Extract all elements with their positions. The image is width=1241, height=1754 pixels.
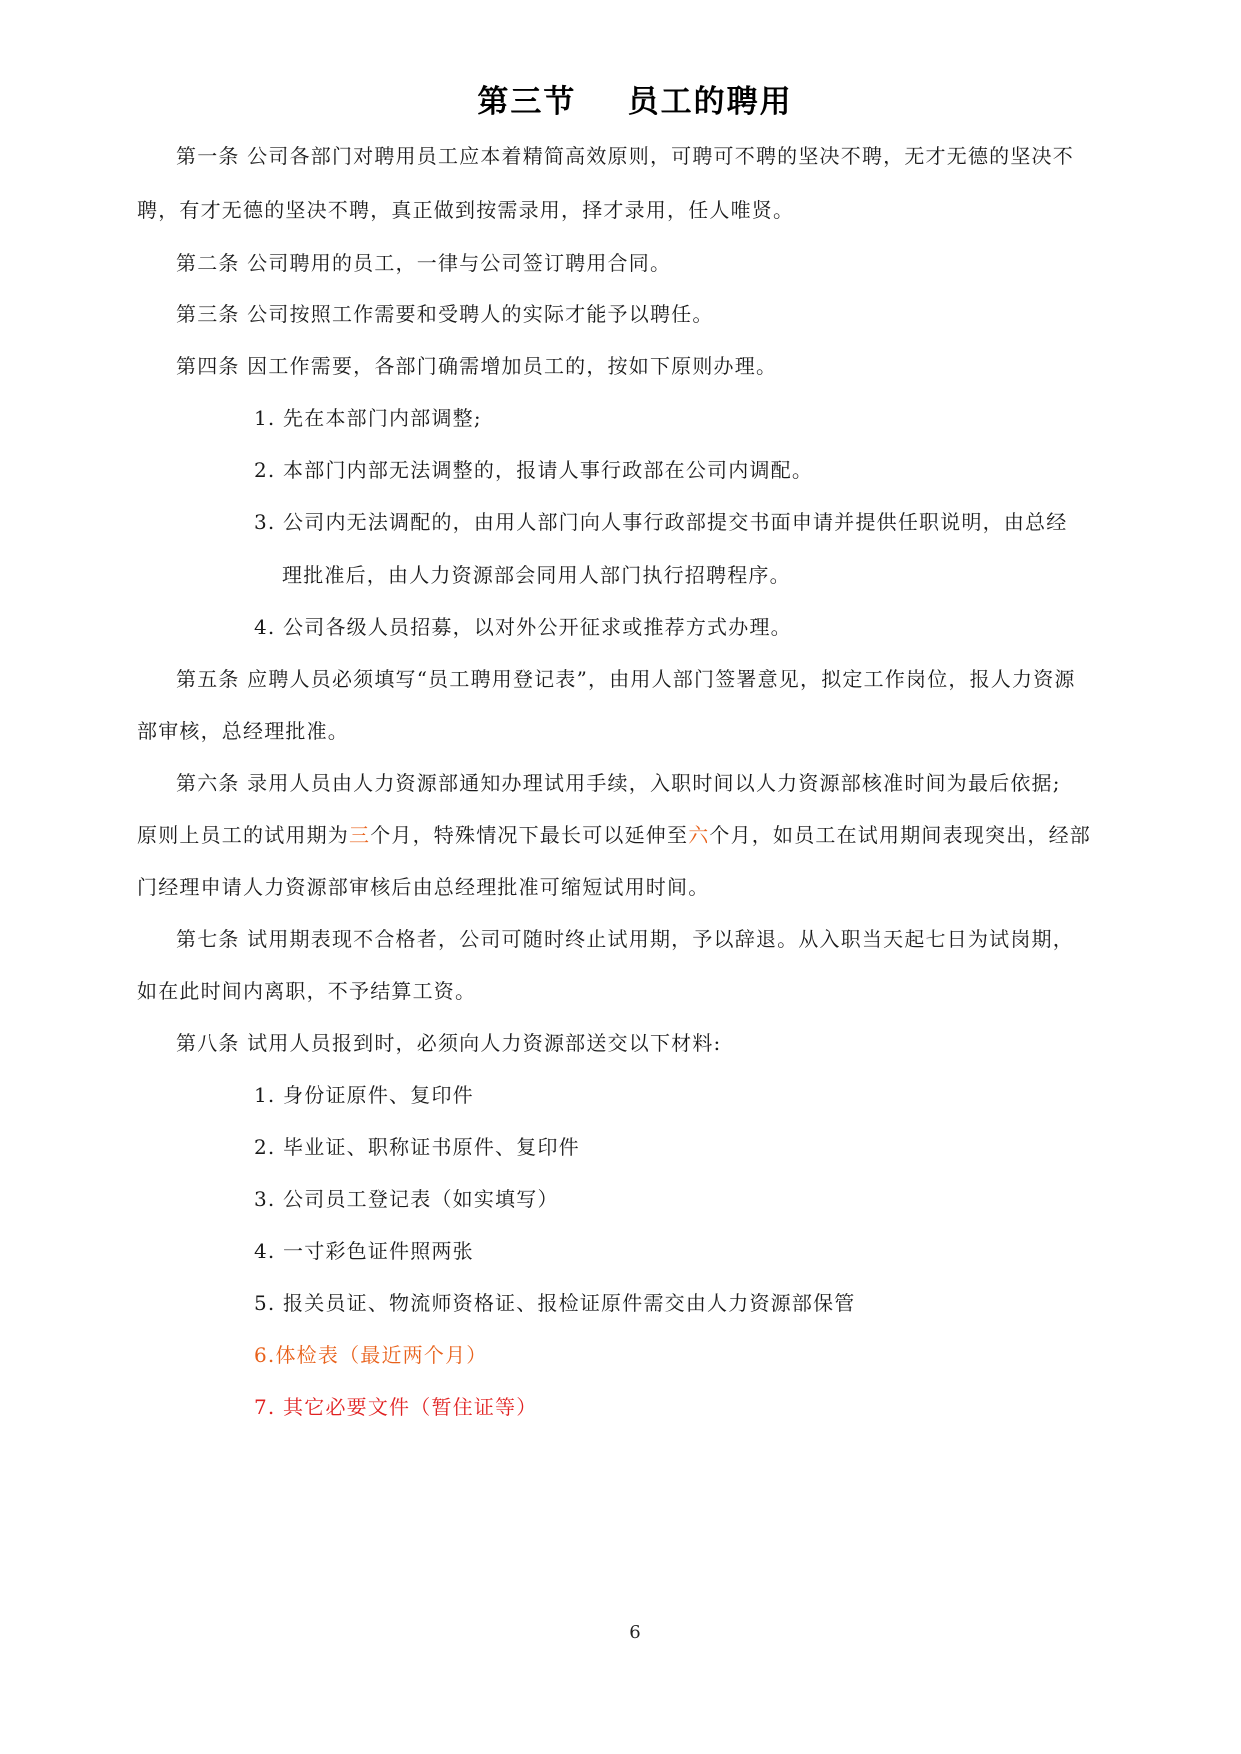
article-2-line-1: 第二条 公司聘用的员工，一律与公司签订聘用合同。	[176, 251, 672, 275]
article-6-line-3: 门经理申请人力资源部审核后由总经理批准可缩短试用时间。	[137, 875, 710, 899]
article-6-line-2-part-1: 原则上员工的试用期为	[137, 823, 349, 847]
article-8-item-1: 1. 身份证原件、复印件	[254, 1083, 474, 1107]
article-4-item-1: 1. 先在本部门内部调整;	[254, 406, 482, 430]
article-7-line-2: 如在此时间内离职，不予结算工资。	[137, 979, 477, 1003]
article-1-line-1: 第一条 公司各部门对聘用员工应本着精简高效原则，可聘可不聘的坚决不聘，无才无德的坚决不	[176, 144, 1074, 168]
article-1-line-2: 聘，有才无德的坚决不聘，真正做到按需录用，择才录用，任人唯贤。	[137, 198, 795, 222]
probation-months-highlight: 三	[349, 823, 371, 847]
article-8-line-1: 第八条 试用人员报到时，必须向人力资源部送交以下材料:	[176, 1031, 722, 1055]
article-8-item-3: 3. 公司员工登记表（如实填写）	[254, 1187, 559, 1211]
article-6-line-1: 第六条 录用人员由人力资源部通知办理试用手续，入职时间以人力资源部核准时间为最后依据;	[176, 771, 1061, 795]
article-4-item-2: 2. 本部门内部无法调整的，报请人事行政部在公司内调配。	[254, 458, 814, 482]
article-6-line-2	[137, 821, 1091, 849]
extension-months-highlight: 六	[688, 823, 710, 847]
article-4-item-3-line-1: 3. 公司内无法调配的，由用人部门向人事行政部提交书面申请并提供任职说明，由总经	[254, 510, 1068, 534]
article-4-item-4: 4. 公司各级人员招募，以对外公开征求或推荐方式办理。	[254, 615, 792, 639]
article-8-item-2: 2. 毕业证、职称证书原件、复印件	[254, 1135, 580, 1159]
article-4-line-1: 第四条 因工作需要，各部门确需增加员工的，按如下原则办理。	[176, 354, 778, 378]
article-4-item-3-line-2: 理批准后，由人力资源部会同用人部门执行招聘程序。	[282, 563, 791, 587]
page-number: 6	[629, 1622, 641, 1643]
article-8-item-6: 6.体检表（最近两个月）	[254, 1343, 488, 1367]
article-8-item-4: 4. 一寸彩色证件照两张	[254, 1239, 474, 1263]
article-6-line-2-part-2: 个月，特殊情况下最长可以延伸至	[370, 823, 689, 847]
article-5-line-1: 第五条 应聘人员必须填写“员工聘用登记表”，由用人部门签署意见，拟定工作岗位，报人力资源	[176, 667, 1076, 691]
article-8-item-5: 5. 报关员证、物流师资格证、报检证原件需交由人力资源部保管	[254, 1291, 856, 1315]
article-7-line-1: 第七条 试用期表现不合格者，公司可随时终止试用期，予以辞退。从入职当天起七日为试岗期，	[176, 927, 1074, 951]
article-8-item-7: 7. 其它必要文件（暂住证等）	[254, 1395, 538, 1419]
article-6-line-2-part-3: 个月，如员工在试用期间表现突出，经部	[709, 823, 1092, 847]
section-title: 第三节 员工的聘用	[477, 84, 793, 120]
article-5-line-2: 部审核，总经理批准。	[137, 719, 349, 743]
article-3-line-1: 第三条 公司按照工作需要和受聘人的实际才能予以聘任。	[176, 302, 714, 326]
